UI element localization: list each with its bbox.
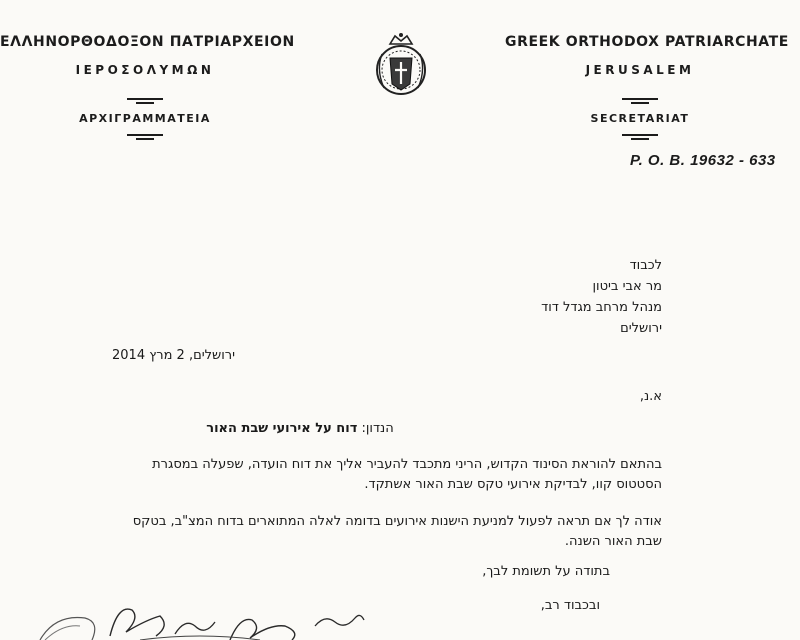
- patriarchate-seal-icon: [368, 30, 434, 102]
- letterhead-greek: [0, 34, 295, 125]
- paragraph-1-line-2: הסטטוס קוו, לבדיקת אירועי טקס שבת האור אשתקד.: [364, 477, 662, 492]
- recipient-block: [541, 256, 662, 340]
- english-dept: SECRETARIAT: [590, 112, 690, 125]
- english-ornament-rule-2: [622, 134, 658, 140]
- paragraph-2-line-1: אודה לך אם תראה לפעול למניעת הישנות אירועים בדומה לאלה המתוארים בדוח המצ"ב, בטקס: [132, 514, 662, 529]
- subject-text: דוח על אירועי שבת האור: [206, 421, 358, 436]
- recipient-title: מנהל מרחב מגדל דוד: [541, 300, 662, 315]
- letter-date: ירושלים, 2 מרץ 2014: [112, 348, 236, 363]
- paragraph-1-line-1: בהתאם להוראת הסינוד הקדוש, הריני מתכבד להעביר אליך את דוח הועדה, שפעלה במסגרת: [152, 457, 662, 472]
- english-ornament-rule: [622, 98, 658, 104]
- greeting: א.נ,: [639, 389, 662, 404]
- english-city: JERUSALEM: [585, 63, 695, 77]
- greek-dept: ΑΡΧΙΓΡΑΜΜΑΤΕΙΑ: [79, 112, 211, 125]
- recipient-city: ירושלים: [620, 321, 662, 336]
- closing-thanks: בתודה על תשומת לבך,: [482, 564, 610, 579]
- recipient-name: מר אבי ביטון: [592, 279, 662, 294]
- letterhead-english: [505, 34, 789, 125]
- subject-label: הנדון:: [361, 421, 394, 436]
- closing-regards: ובכבוד רב,: [540, 598, 600, 613]
- paragraph-2-line-2: שבת האור השנה.: [564, 534, 662, 549]
- greek-title: ΕΛΛΗΝΟΡΘΟΔΟΞΟΝ ΠΑΤΡΙΑΡΧΕΙΟΝ: [0, 34, 295, 50]
- greek-ornament-rule-2: [127, 134, 163, 140]
- greek-city: ΙΕΡΟΣΟΛΥΜΩΝ: [75, 63, 215, 77]
- english-title: GREEK ORTHODOX PATRIARCHATE: [505, 34, 789, 50]
- handwritten-signature: [0, 596, 420, 640]
- paragraph-1: [152, 455, 662, 495]
- recipient-salutation: לכבוד: [629, 258, 662, 273]
- greek-ornament-rule: [127, 98, 163, 104]
- paragraph-2: [133, 512, 662, 552]
- subject-line: [0, 419, 600, 439]
- po-box: P. O. B. 19632 - 633: [630, 152, 776, 169]
